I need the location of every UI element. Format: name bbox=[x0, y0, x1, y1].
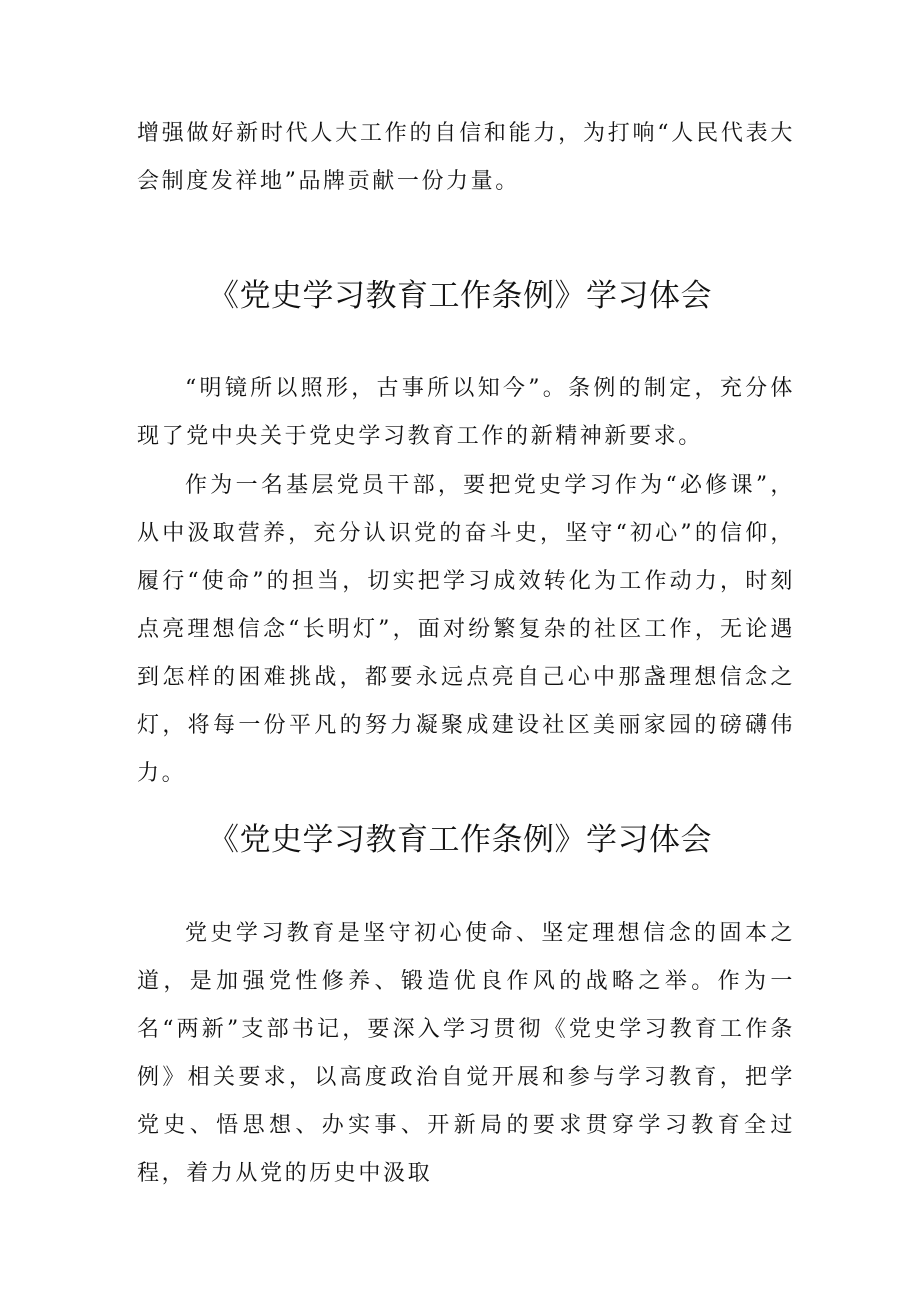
section-paragraph: 党史学习教育是坚守初心使命、坚定理想信念的固本之道，是加强党性修养、锻造优良作风的战略之举。作为一名“两新”支部书记，要深入学习贯彻《党史学习教育工作条例》相关要求，以高度政治自觉开展和参与学习教育，把学党史、悟思想、办实事、开新局的要求贯穿学习教育全过程，着力从党的历史中汲取 bbox=[137, 921, 795, 1186]
section-paragraph: “明镜所以照形，古事所以知今”。条例的制定，充分体现了党中央关于党史学习教育工作的新精神新要求。 bbox=[137, 376, 795, 449]
intro-paragraph: 增强做好新时代人大工作的自信和能力，为打响“人民代表大会制度发祥地”品牌贡献一份力量。 bbox=[137, 121, 795, 194]
section-title: 《党史学习教育工作条例》学习体会 bbox=[208, 822, 712, 858]
section-paragraph: 作为一名基层党员干部，要把党史学习作为“必修课”，从中汲取营养，充分认识党的奋斗史，坚守“初心”的信仰，履行“使命”的担当，切实把学习成效转化为工作动力，时刻点亮理想信念“长明灯”，面对纷繁复杂的社区工作，无论遇到怎样的困难挑战，都要永远点亮自己心中那盏理想信念之灯，将每一份平凡的努力凝聚成建设社区美丽家园的磅礴伟力。 bbox=[137, 473, 795, 786]
section-title: 《党史学习教育工作条例》学习体会 bbox=[208, 278, 712, 314]
